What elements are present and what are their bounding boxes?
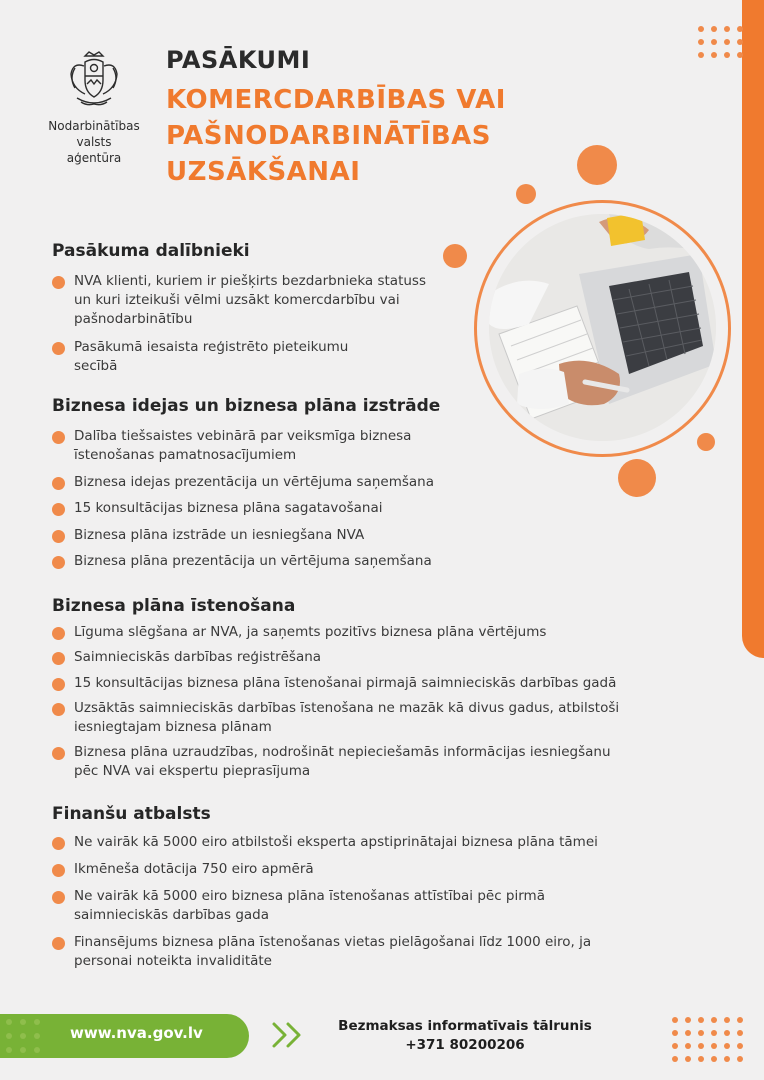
list-item bbox=[52, 499, 382, 518]
list-item bbox=[52, 743, 611, 781]
item-text: 15 konsultācijas biznesa plāna sagatavošanai bbox=[74, 500, 383, 516]
right-accent-bar bbox=[742, 0, 764, 658]
item-text: 15 konsultācijas biznesa plāna īstenošanai pirmajā saimnieciskās darbības gadā bbox=[74, 675, 617, 691]
item-text: Dalība tiešsaistes vebinārā par veiksmīga biznesa bbox=[74, 428, 412, 444]
decor-dots-green bbox=[6, 1019, 40, 1053]
list-item bbox=[52, 552, 432, 571]
bullet-icon bbox=[52, 891, 65, 904]
list-item bbox=[52, 526, 364, 545]
hotline bbox=[330, 1017, 600, 1055]
bullet-icon bbox=[52, 652, 65, 665]
list-item bbox=[52, 699, 619, 737]
decor-circle-4 bbox=[697, 433, 715, 451]
item-text: saimnieciskās darbības gada bbox=[74, 907, 270, 923]
list-item bbox=[52, 648, 321, 667]
list-item bbox=[52, 674, 616, 693]
item-text: Ne vairāk kā 5000 eiro biznesa plāna īstenošanas attīstībai pēc pirmā bbox=[74, 888, 545, 904]
decor-dots-bottom bbox=[672, 1017, 743, 1062]
bullet-icon bbox=[52, 678, 65, 691]
item-text: Saimnieciskās darbības reģistrēšana bbox=[74, 649, 322, 665]
decor-circle-3 bbox=[443, 244, 467, 268]
item-text: Biznesa plāna izstrāde un iesniegšana NVA bbox=[74, 527, 365, 543]
subtitle-line1: KOMERCDARBĪBAS VAI bbox=[166, 85, 506, 115]
item-text: īstenošanas pamatnosacījumiem bbox=[74, 447, 297, 463]
item-text: Finansējums biznesa plāna īstenošanas vietas pielāgošanai līdz 1000 eiro, ja bbox=[74, 934, 592, 950]
decor-circle-1 bbox=[577, 145, 617, 185]
list-item bbox=[52, 473, 434, 492]
agency-name-line1: Nodarbinātības bbox=[48, 119, 140, 133]
list-item bbox=[52, 427, 411, 465]
list-item bbox=[52, 833, 598, 852]
bullet-icon bbox=[52, 837, 65, 850]
item-text: Līguma slēgšana ar NVA, ja saņemts pozitīvs biznesa plāna vērtējums bbox=[74, 624, 547, 640]
hotline-label: Bezmaksas informatīvais tālrunis bbox=[338, 1018, 592, 1034]
list-item bbox=[52, 338, 348, 376]
bullet-icon bbox=[52, 627, 65, 640]
section-title-implementation: Biznesa plāna īstenošana bbox=[52, 596, 296, 616]
bullet-icon bbox=[52, 431, 65, 444]
page-title: PASĀKUMI bbox=[166, 46, 311, 74]
decor-circle-5 bbox=[618, 459, 656, 497]
section-title-participants: Pasākuma dalībnieki bbox=[52, 241, 250, 261]
item-text: personai noteikta invaliditāte bbox=[74, 953, 272, 969]
bullet-icon bbox=[52, 276, 65, 289]
decor-circle-2 bbox=[516, 184, 536, 204]
item-text: Uzsāktās saimnieciskās darbības īstenošana ne mazāk kā divus gadus, atbilstoši bbox=[74, 700, 620, 716]
bullet-icon bbox=[52, 937, 65, 950]
item-text: Ne vairāk kā 5000 eiro atbilstoši eksperta apstiprinātajai biznesa plāna tāmei bbox=[74, 834, 598, 850]
item-text: Biznesa idejas prezentācija un vērtējuma saņemšana bbox=[74, 474, 434, 490]
double-chevron-icon bbox=[270, 1020, 308, 1050]
bullet-icon bbox=[52, 703, 65, 716]
bullet-icon bbox=[52, 556, 65, 569]
bullet-icon bbox=[52, 477, 65, 490]
subtitle-line3: UZSĀKŠANAI bbox=[166, 157, 361, 187]
bullet-icon bbox=[52, 503, 65, 516]
item-text: pašnodarbinātību bbox=[74, 311, 193, 327]
agency-name bbox=[48, 118, 140, 166]
list-item bbox=[52, 272, 426, 329]
page-subtitle bbox=[166, 82, 506, 190]
coat-of-arms-logo bbox=[63, 48, 125, 112]
bullet-icon bbox=[52, 747, 65, 760]
list-item bbox=[52, 933, 591, 971]
list-item bbox=[52, 887, 545, 925]
subtitle-line2: PAŠNODARBINĀTĪBAS bbox=[166, 121, 492, 151]
item-text: Pasākumā iesaista reģistrēto pieteikumu bbox=[74, 339, 349, 355]
bullet-icon bbox=[52, 342, 65, 355]
item-text: secībā bbox=[74, 358, 118, 374]
decor-dots-top bbox=[698, 26, 743, 58]
item-text: NVA klienti, kuriem ir piešķirts bezdarbnieka statuss bbox=[74, 273, 426, 289]
item-text: Biznesa plāna prezentācija un vērtējuma saņemšana bbox=[74, 553, 432, 569]
item-text: iesniegtajam biznesa plānam bbox=[74, 719, 272, 735]
agency-logo bbox=[48, 48, 140, 166]
item-text: pēc NVA vai ekspertu pieprasījuma bbox=[74, 763, 311, 779]
item-text: Biznesa plāna uzraudzības, nodrošināt nepieciešamās informācijas iesniegšanu bbox=[74, 744, 611, 760]
list-item bbox=[52, 860, 314, 879]
website-link[interactable]: www.nva.gov.lv bbox=[70, 1024, 203, 1042]
item-text: un kuri izteikuši vēlmi uzsākt komercdarbību vai bbox=[74, 292, 400, 308]
agency-name-line2: valsts aģentūra bbox=[66, 135, 122, 165]
bullet-icon bbox=[52, 530, 65, 543]
list-item bbox=[52, 623, 546, 642]
section-title-financial-support: Finanšu atbalsts bbox=[52, 804, 211, 824]
item-text: Ikmēneša dotācija 750 eiro apmērā bbox=[74, 861, 314, 877]
section-title-business-plan: Biznesa idejas un biznesa plāna izstrāde bbox=[52, 396, 441, 416]
hotline-number[interactable]: +371 80200206 bbox=[405, 1037, 525, 1053]
laptop-photo bbox=[489, 214, 716, 441]
bullet-icon bbox=[52, 864, 65, 877]
